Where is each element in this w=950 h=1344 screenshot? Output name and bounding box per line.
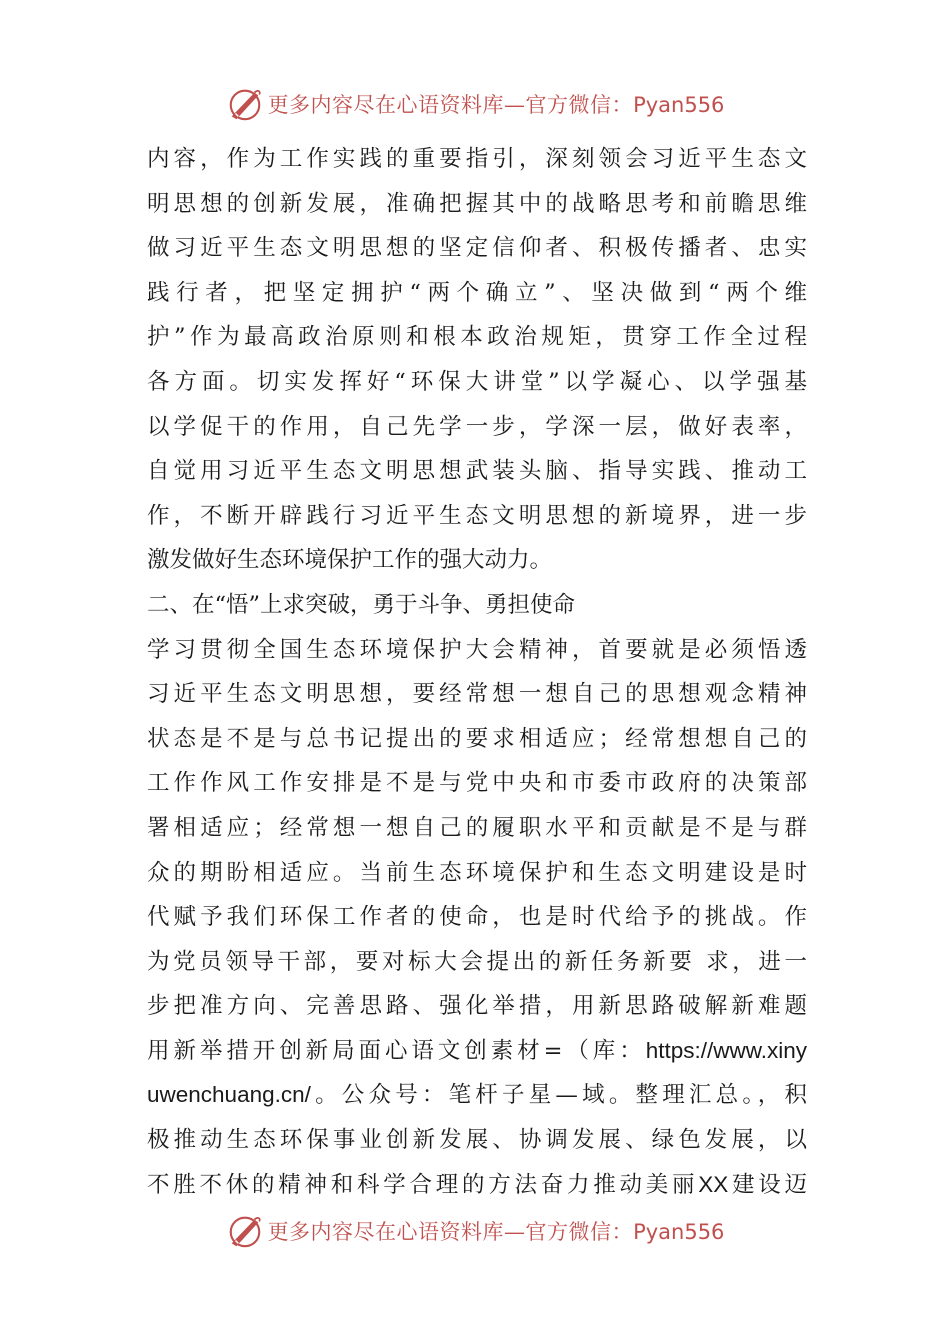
text-line-url-a: 用新举措开创新局面心语文创素材=（库：https://www.xiny — [147, 1037, 807, 1064]
text-line-final: 不胜不休的精神和科学合理的方法奋力推动美丽XX建设迈 — [147, 1171, 807, 1198]
pen-circle-logo-icon — [226, 85, 264, 123]
text-line: 工作作风工作安排是不是与党中央和市委市政府的决策部 — [147, 770, 807, 797]
watermark-text: 更多内容尽在心语资料库—官方微信：Pyan556 — [267, 93, 725, 117]
text-line: 以学促干的作用，自己先学一步，学深一层，做好表率， — [147, 413, 807, 440]
pen-circle-logo-icon — [226, 1212, 264, 1250]
header-watermark — [0, 82, 950, 126]
section-heading: 二、在“悟”上求突破，勇于斗争、勇担使命 — [147, 591, 576, 618]
text-line: 步把准方向、完善思路、强化举措，用新思路破解新难题 — [147, 993, 807, 1020]
url-part-a: https://www.xiny — [645, 1037, 807, 1063]
text-line: 各方面。切实发挥好“环保大讲堂”以学凝心、以学强基 — [147, 368, 807, 395]
url-part-b: uwenchuang.cn/ — [147, 1082, 311, 1108]
text-line: 为党员领导干部，要对标大会提出的新任务新要 求，进一 — [147, 948, 807, 975]
text-line: 众的期盼相适应。当前生态环境保护和生态文明建设是时 — [147, 859, 807, 886]
paragraph-3 — [147, 1118, 807, 1163]
text-line-url-b: uwenchuang.cn/。公众号：笔杆子星—域。整理汇总。，积 — [147, 1082, 807, 1109]
text-line: 做习近平生态文明思想的坚定信仰者、积极传播者、忠实 — [147, 235, 807, 262]
watermark-handle: Pyan556 — [633, 93, 725, 117]
text-line: 作，不断开辟践行习近平生态文明思想的新境界，进一步 — [147, 502, 807, 529]
text-line: 状态是不是与总书记提出的要求相适应；经常想想自己的 — [147, 725, 807, 752]
text-line: 学习贯彻全国生态环境保护大会精神，首要就是必须悟透 — [147, 636, 807, 663]
text-line: 内容，作为工作实践的重要指引，深刻领会习近平生态文 — [147, 146, 807, 172]
text-line: 践行者，把坚定拥护“两个确立”、坚决做到“两个维 — [147, 279, 807, 306]
text-line: 护”作为最高政治原则和根本政治规矩，贯穿工作全过程 — [147, 324, 807, 351]
paragraph-2 — [147, 628, 807, 1029]
watermark-text: 更多内容尽在心语资料库—官方微信：Pyan556 — [267, 1220, 725, 1244]
footer-watermark — [0, 1209, 950, 1253]
text-line: 自觉用习近平生态文明思想武装头脑、指导实践、推动工 — [147, 458, 807, 485]
text-line: 极推动生态环保事业创新发展、协调发展、绿色发展，以 — [147, 1127, 807, 1154]
text-line: 明思想的创新发展，准确把握其中的战略思考和前瞻思维 — [147, 190, 807, 217]
text-line: 代赋予我们环保工作者的使命，也是时代给予的挑战。作 — [147, 904, 807, 931]
document-body — [147, 137, 807, 1207]
text-line: 激发做好生态环境保护工作的强大动力。 — [147, 547, 553, 574]
paragraph-1 — [147, 137, 807, 583]
text-line: 习近平生态文明思想，要经常想一想自己的思想观念精神 — [147, 681, 807, 708]
text-line: 署相适应；经常想一想自己的履职水平和贡献是不是与群 — [147, 814, 807, 841]
watermark-handle: Pyan556 — [633, 1220, 725, 1244]
placeholder-code: XX — [698, 1171, 729, 1197]
